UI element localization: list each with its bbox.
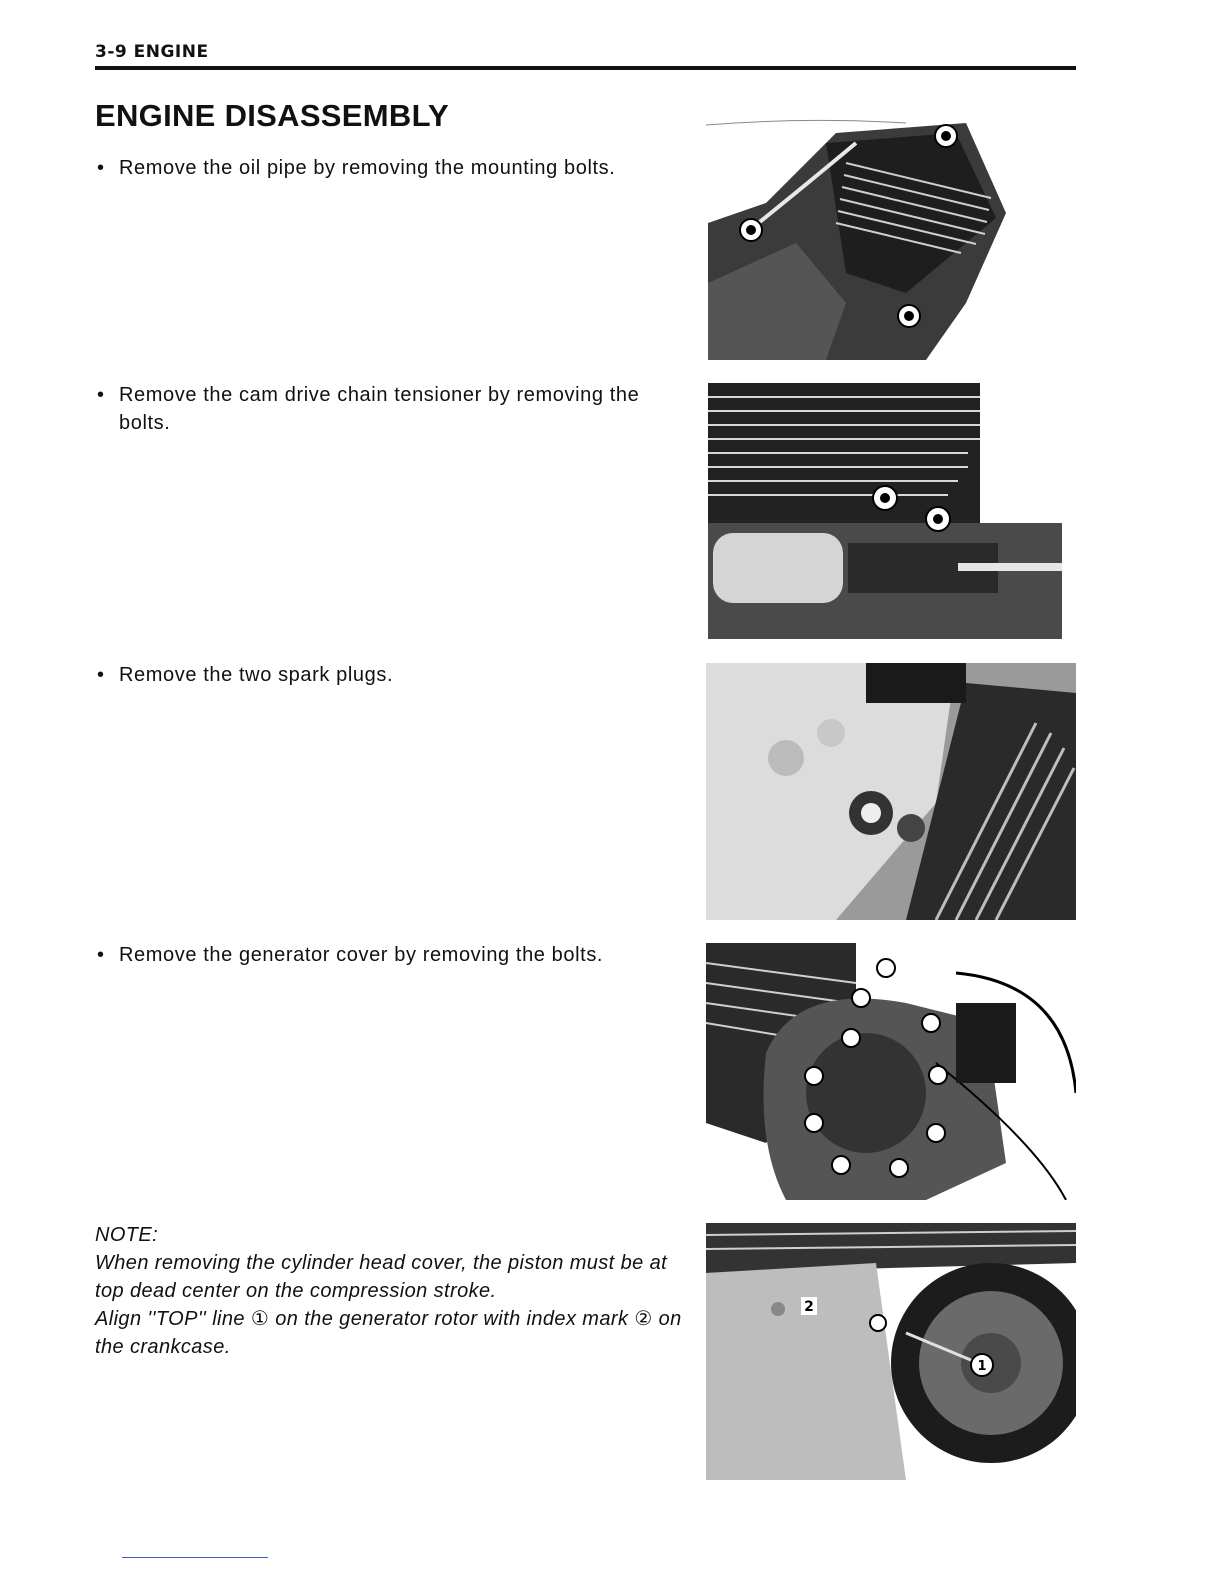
note-line-2 — [95, 1305, 685, 1361]
callout-2-label: 2 — [804, 1299, 814, 1315]
step-1 — [97, 154, 682, 182]
step-2 — [97, 381, 682, 437]
bullet: • — [97, 384, 105, 406]
engine-photo-2 — [708, 383, 1062, 639]
engine-photo-1 — [706, 103, 1078, 360]
bullet: • — [97, 944, 105, 966]
step-text: Remove the two spark plugs. — [119, 664, 394, 686]
note-label: NOTE: — [95, 1224, 159, 1246]
step-text: Remove the generator cover by removing the bolts. — [119, 944, 604, 966]
bullet: • — [97, 157, 105, 179]
photo-generator-cover — [706, 943, 1076, 1200]
note-line-2-post: on the crankcase. — [95, 1308, 682, 1358]
note-line-2-mid: on the generator rotor with index mark — [269, 1308, 635, 1330]
step-text: Remove the oil pipe by removing the mounting bolts. — [119, 157, 616, 179]
photo-generator-rotor — [706, 1223, 1076, 1480]
bullet: • — [97, 664, 105, 686]
engine-photo-5 — [706, 1223, 1076, 1480]
section-title: ENGINE DISASSEMBLY — [95, 98, 449, 133]
photo-cam-chain-tensioner — [708, 383, 1062, 639]
step-4 — [97, 941, 682, 969]
callout-1-label: 1 — [977, 1359, 987, 1374]
footer-line — [122, 1557, 268, 1558]
note-line-1: When removing the cylinder head cover, the piston must be at top dead center on the compression stroke. — [95, 1252, 668, 1302]
marker-1: ① — [250, 1308, 270, 1330]
step-3 — [97, 661, 682, 689]
note-line-2-pre: Align ''TOP'' line — [95, 1308, 251, 1330]
photo-oil-pipe — [706, 103, 1078, 360]
header-rule — [95, 66, 1076, 70]
step-text: Remove the cam drive chain tensioner by removing the bolts. — [119, 384, 640, 434]
photo-spark-plugs — [706, 663, 1076, 920]
marker-2: ② — [634, 1308, 653, 1330]
page-header: 3-9 ENGINE — [95, 42, 209, 62]
engine-photo-3 — [706, 663, 1076, 920]
note-block — [95, 1221, 685, 1361]
engine-photo-4 — [706, 943, 1076, 1200]
